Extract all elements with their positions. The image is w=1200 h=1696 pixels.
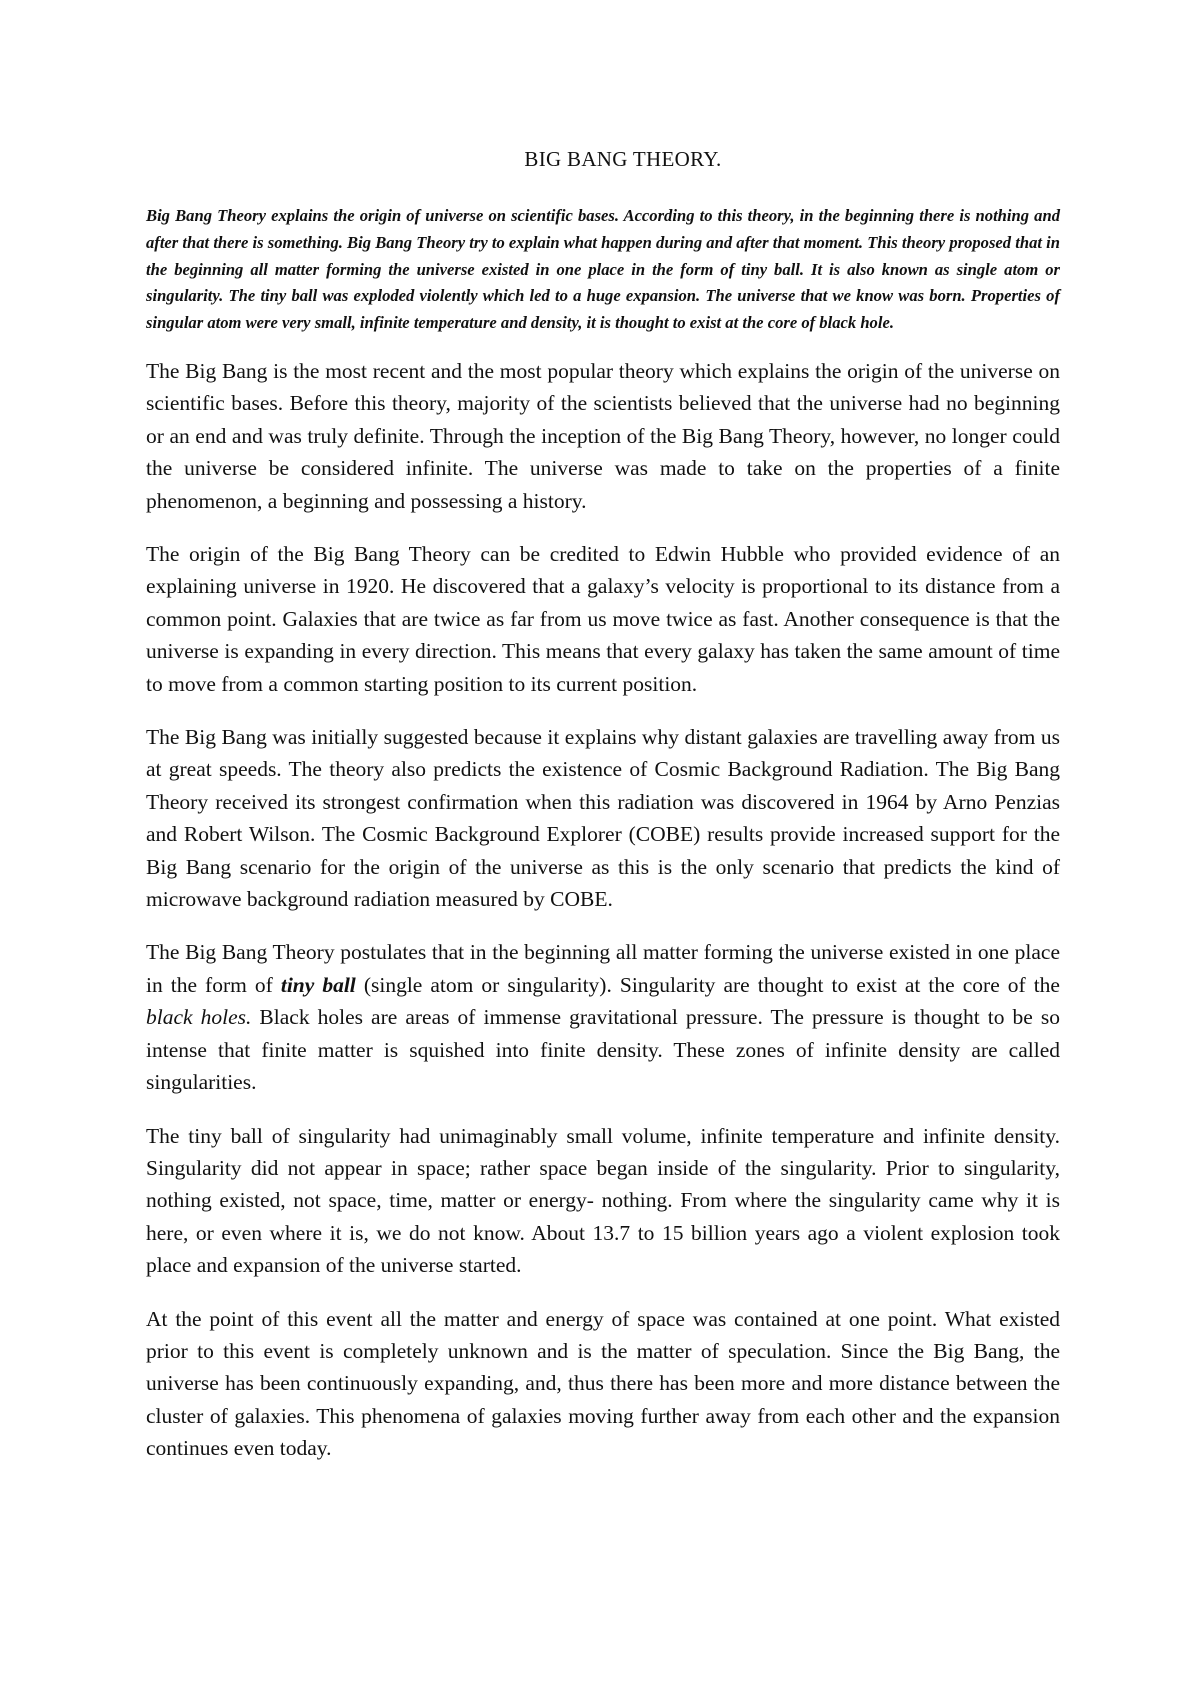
body-paragraph-5: The tiny ball of singularity had unimaginably small volume, infinite temperature and infinite density. Singularity did not appear in space; rather space began inside of the singularity. Prior to singularity, nothing existed, not space, time, matter or energy- nothing. From where the singularity came why it is here, or even where it is, we do not know. About 13.7 to 15 billion years ago a violent explosion took place and expansion of the universe started. — [146, 1123, 1060, 1278]
tiny-ball-emphasis: tiny ball — [280, 972, 356, 997]
body-paragraph-1: The Big Bang is the most recent and the most popular theory which explains the origin of the universe on scientific bases. Before this theory, majority of the scientists believed that the universe had no beginning or an end and was truly definite. Through the inception of the Big Bang Theory, however, no longer could the universe be considered infinite. The universe was made to take on the properties of a finite phenomenon, a beginning and possessing a history. — [146, 358, 1060, 513]
body-paragraph-2: The origin of the Big Bang Theory can be credited to Edwin Hubble who provided evidence of an explaining universe in 1920. He discovered that a galaxy’s velocity is proportional to its distance from a common point. Galaxies that are twice as far from us move twice as fast. Another consequence is that the universe is expanding in every direction. This means that every galaxy has taken the same amount of time to move from a common starting position to its current position. — [146, 542, 1060, 696]
document-title: BIG BANG THEORY. — [524, 147, 722, 171]
document-page — [146, 130, 1060, 1486]
singularity-text-part1: The Big Bang Theory postulates that in the beginning all matter forming the universe existed in one place in the form of — [146, 940, 1060, 997]
black-holes-emphasis: black holes. — [146, 1005, 252, 1030]
singularity-text-part3: Black holes are areas of immense gravitational pressure. The pressure is thought to be so intense that finite matter is squished into finite density. These zones of infinite density are called singularities. — [146, 1005, 1060, 1095]
abstract-paragraph: Big Bang Theory explains the origin of universe on scientific bases. According to this theory, in the beginning there is nothing and after that there is something. Big Bang Theory try to explain what happen during and after that moment. This theory proposed that in the beginning all matter forming the universe existed in one place in the form of tiny ball. It is also known as single atom or singularity. The tiny ball was exploded violently which led to a huge expansion. The universe that we know was born. Properties of singular atom were very small, infinite temperature and density, it is thought to exist at the core of black hole. — [146, 206, 1060, 333]
singularity-text-part2: (single atom or singularity). Singularity are thought to exist at the core of the — [355, 972, 1060, 997]
body-paragraph-6: At the point of this event all the matter and energy of space was contained at one point. What existed prior to this event is completely unknown and is the matter of speculation. Since the Big Bang, the universe has been continuously expanding, and, thus there has been more and more distance between the cluster of galaxies. This phenomena of galaxies moving further away from each other and the expansion continues even today. — [146, 1306, 1060, 1461]
body-paragraph-singularity — [146, 936, 1060, 1098]
body-paragraph-3: The Big Bang was initially suggested because it explains why distant galaxies are travelling away from us at great speeds. The theory also predicts the existence of Cosmic Background Radiation. The Big Bang Theory received its strongest confirmation when this radiation was discovered in 1964 by Arno Penzias and Robert Wilson. The Cosmic Background Explorer (COBE) results provide increased support for the Big Bang scenario for the origin of the universe as this is the only scenario that predicts the kind of microwave background radiation measured by COBE. — [146, 725, 1060, 912]
